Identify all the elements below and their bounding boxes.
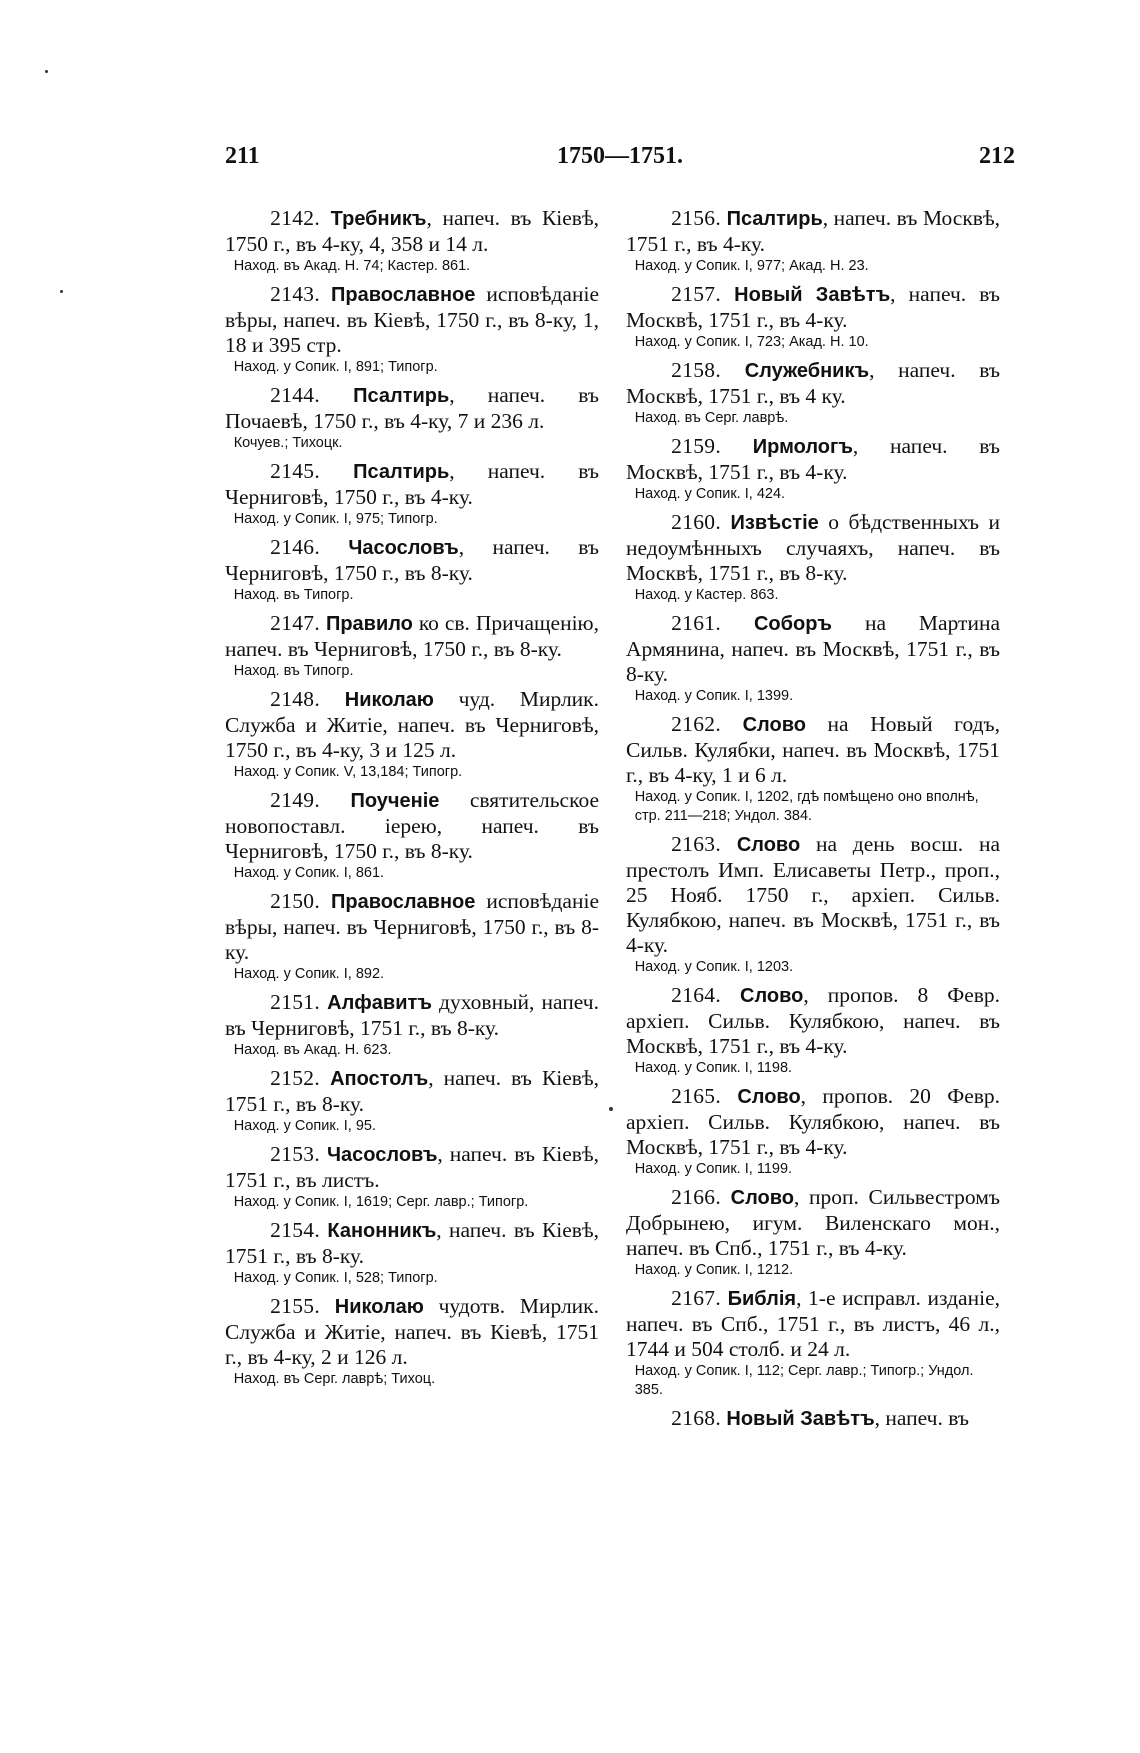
entry-location: Наход. въ Типогр.: [233, 663, 354, 679]
page-header: [225, 143, 1015, 183]
catalog-entry: [626, 1185, 1000, 1280]
entry-number: 2162.: [671, 712, 722, 736]
entry-description: [225, 282, 599, 358]
entry-text: , проп. Сильвестромъ Добрынею, игум. Виленскаго мон., напеч. въ Спб., 1751 г., въ 4-ку.: [626, 1185, 1000, 1260]
entry-location: Наход. у Сопик. I, 1199.: [634, 1161, 793, 1177]
entry-title: Новый Завѣтъ: [726, 1408, 875, 1430]
entry-number: 2167.: [671, 1286, 722, 1310]
entry-location: Наход. у Сопик. I, 975; Типогр.: [233, 511, 438, 527]
entry-location: Наход. въ Типогр.: [233, 587, 354, 603]
entry-text: исповѣданіе вѣры, напеч. въ Кіевѣ, 1750 г., въ 8-ку, 1, 18 и 395 стр.: [225, 282, 599, 357]
entry-description: [626, 712, 1000, 788]
entry-number: 2155.: [270, 1294, 321, 1318]
entry-location: Наход. у Сопик. I, 891; Типогр.: [233, 359, 438, 375]
entry-number: 2154.: [270, 1218, 321, 1242]
entry-title: Библія: [727, 1288, 797, 1310]
entry-title: Православное: [331, 284, 476, 306]
page-number-left: 211: [225, 143, 260, 169]
scan-speck: [60, 290, 63, 293]
entry-location: Наход. въ Акад. Н. 623.: [233, 1042, 392, 1058]
entry-description: [626, 510, 1000, 586]
entry-text: , напеч. въ Москвѣ, 1751 г., въ 4-ку.: [626, 434, 1000, 484]
catalog-entry: [225, 383, 599, 453]
catalog-entry: [225, 1294, 599, 1389]
entry-location: Наход. въ Акад. Н. 74; Кастер. 861.: [233, 258, 471, 274]
entry-text: исповѣданіе вѣры, напеч. въ Черниговѣ, 1750 г., въ 8-ку.: [225, 889, 599, 964]
entry-location: Наход. у Сопик. I, 977; Акад. Н. 23.: [634, 258, 869, 274]
entry-title: Слово: [740, 985, 804, 1007]
entry-description: [225, 788, 599, 864]
catalog-entry: [225, 611, 599, 681]
entry-text: , напеч. въ Москвѣ, 1751 г., въ 4-ку.: [626, 282, 1001, 332]
entry-text: ко св. Причащенію, напеч. въ Черниговѣ, 1750 г., въ 8-ку.: [225, 611, 599, 661]
catalog-entry: [225, 206, 599, 276]
entry-description: [225, 990, 599, 1041]
entry-title: Часословъ: [327, 1144, 438, 1166]
catalog-entry: [626, 712, 1000, 826]
entry-description: [626, 434, 1000, 485]
entry-text: , напеч. въ Кіевѣ, 1751 г., въ листъ.: [225, 1142, 599, 1192]
right-column: [626, 206, 1000, 1438]
entry-title: Псалтирь: [353, 461, 450, 483]
entry-description: [626, 1185, 1000, 1261]
catalog-entry: [626, 1286, 1000, 1400]
entry-text: , напеч. въ Кіевѣ, 1750 г., въ 4-ку, 4, 358 и 14 л.: [225, 206, 599, 256]
entry-text: , напеч. въ: [874, 1406, 969, 1430]
catalog-entry: [626, 206, 1000, 276]
entry-location: Наход. у Сопик. I, 95.: [233, 1118, 376, 1134]
catalog-entry: [626, 434, 1000, 504]
entry-text: на Мартина Армянина, напеч. въ Москвѣ, 1751 г., въ 8-ку.: [626, 611, 1001, 686]
catalog-entry: [626, 983, 1000, 1078]
entry-text: , пропов. 8 Февр. архіеп. Сильв. Кулябкою, напеч. въ Москвѣ, 1751 г., въ 4-ку.: [626, 983, 1001, 1058]
entry-title: Поученіе: [350, 790, 440, 812]
entry-location: Наход. у Сопик. I, 1212.: [634, 1262, 794, 1278]
entry-description: [626, 1286, 1000, 1362]
entry-location: Наход. у Сопик. I, 1203.: [634, 959, 794, 975]
entry-number: 2148.: [270, 687, 321, 711]
entry-description: [225, 611, 599, 662]
entry-location: Наход. у Сопик. I, 112; Серг. лавр.; Типогр.; Ундол. 385.: [634, 1363, 974, 1398]
entry-location: Наход. у Сопик. I, 892.: [233, 966, 385, 982]
entry-description: [225, 889, 599, 965]
entry-title: Требникъ: [330, 208, 427, 230]
entry-location: Наход. у Сопик. I, 1202, гдѣ помѣщено оно вполнѣ, стр. 211—218; Ундол. 384.: [634, 789, 979, 824]
entry-number: 2156.: [671, 206, 722, 230]
catalog-entry: [225, 1066, 599, 1136]
entry-number: 2160.: [671, 510, 722, 534]
catalog-entry: [626, 358, 1000, 428]
entry-text: , 1-е исправл. изданіе, напеч. въ Спб., 1751 г., въ листъ, 46 л., 1744 и 504 столб. и 24 л.: [626, 1286, 1000, 1361]
entry-number: 2145.: [270, 459, 321, 483]
entry-description: [626, 832, 1000, 958]
page-year-range: 1750—1751.: [557, 143, 683, 169]
entry-description: [225, 687, 599, 763]
entry-text: чуд. Мирлик. Служба и Житіе, напеч. въ Черниговѣ, 1750 г., въ 4-ку, 3 и 125 л.: [225, 687, 600, 762]
entry-text: , напеч. въ Почаевѣ, 1750 г., въ 4-ку, 7 и 236 л.: [225, 383, 599, 433]
entry-description: [225, 383, 599, 434]
entry-number: 2166.: [671, 1185, 722, 1209]
entry-location: Наход. у Сопик. I, 528; Типогр.: [233, 1270, 438, 1286]
catalog-entry: [225, 990, 599, 1060]
entry-text: , напеч. въ Москвѣ, 1751 г., въ 4-ку.: [626, 206, 1000, 256]
catalog-entry: [225, 459, 599, 529]
entry-location: Наход. въ Серг. лаврѣ; Тихоц.: [233, 1371, 436, 1387]
entry-description: [626, 358, 1000, 409]
entry-title: Апостолъ: [330, 1068, 429, 1090]
entry-number: 2151.: [270, 990, 321, 1014]
entry-description: [225, 1218, 599, 1269]
catalog-entry: [225, 535, 599, 605]
entry-number: 2144.: [270, 383, 321, 407]
entry-description: [225, 1066, 599, 1117]
entry-text: , напеч. въ Черниговѣ, 1750 г., въ 4-ку.: [225, 459, 599, 509]
entry-text: чудотв. Мирлик. Служба и Житіе, напеч. въ Кіевѣ, 1751 г., въ 4-ку, 2 и 126 л.: [225, 1294, 600, 1369]
entry-number: 2168.: [671, 1406, 722, 1430]
entry-title: Слово: [742, 714, 806, 736]
entry-title: Ирмологъ: [752, 436, 853, 458]
entry-title: Соборъ: [753, 613, 832, 635]
entry-number: 2159.: [671, 434, 722, 458]
entry-text: святительское новопоставл. іерею, напеч. въ Черниговѣ, 1750 г., въ 8-ку.: [225, 788, 599, 863]
entry-location: Наход. въ Серг. лаврѣ.: [634, 410, 789, 426]
catalog-entry: [225, 889, 599, 984]
entry-title: Часословъ: [348, 537, 459, 559]
entry-number: 2143.: [270, 282, 321, 306]
entry-description: [225, 1142, 599, 1193]
entry-number: 2158.: [671, 358, 722, 382]
entry-number: 2147.: [270, 611, 321, 635]
entry-text: на Новый годъ, Сильв. Кулябки, напеч. въ Москвѣ, 1751 г., въ 4-ку, 1 и 6 л.: [626, 712, 1000, 787]
entry-description: [225, 1294, 599, 1370]
entry-number: 2149.: [270, 788, 321, 812]
catalog-entry: [626, 282, 1000, 352]
entry-text: духовный, напеч. въ Черниговѣ, 1751 г., въ 8-ку.: [225, 990, 599, 1040]
entry-number: 2165.: [671, 1084, 722, 1108]
entry-title: Правило: [325, 613, 413, 635]
entry-location: Наход. у Сопик. V, 13,184; Типогр.: [233, 764, 463, 780]
entry-title: Слово: [730, 1187, 794, 1209]
catalog-entry: [626, 611, 1000, 706]
left-column: [225, 206, 599, 1395]
entry-description: [626, 611, 1000, 687]
entry-description: [225, 535, 599, 586]
entry-text: на день восш. на престолъ Имп. Елисаветы Петр., проп., 25 Нояб. 1750 г., архіеп. Сильв. Кулябкою, напеч. въ Москвѣ, 1751 г., въ 4-ку.: [626, 832, 1000, 957]
entry-title: Православное: [331, 891, 476, 913]
entry-title: Новый Завѣтъ: [734, 284, 891, 306]
entry-number: 2142.: [270, 206, 321, 230]
entry-title: Алфавитъ: [327, 992, 432, 1014]
entry-location: Наход. у Сопик. I, 1198.: [634, 1060, 793, 1076]
entry-location: Наход. у Сопик. I, 1399.: [634, 688, 794, 704]
catalog-entry: [225, 788, 599, 883]
catalog-entry: [225, 282, 599, 377]
scan-speck: [609, 1107, 613, 1111]
entry-text: , напеч. въ Москвѣ, 1751 г., въ 4 ку.: [626, 358, 1001, 408]
entry-location: Наход. у Сопик. I, 723; Акад. Н. 10.: [634, 334, 869, 350]
entry-title: Слово: [737, 1086, 801, 1108]
entry-title: Николаю: [334, 1296, 424, 1318]
entry-title: Канонникъ: [327, 1220, 437, 1242]
catalog-entry: [225, 1142, 599, 1212]
entry-text: , пропов. 20 Февр. архіеп. Сильв. Кулябкою, напеч. въ Москвѣ, 1751 г., въ 4-ку.: [626, 1084, 1001, 1159]
page-number-right: 212: [979, 143, 1015, 169]
entry-location: Наход. у Сопик. I, 1619; Серг. лавр.; Типогр.: [233, 1194, 529, 1210]
entry-description: [225, 206, 599, 257]
entry-description: [626, 1406, 1000, 1432]
entry-location: Наход. у Сопик. I, 861.: [233, 865, 385, 881]
entry-number: 2161.: [671, 611, 722, 635]
entry-text: , напеч. въ Кіевѣ, 1751 г., въ 8-ку.: [225, 1218, 599, 1268]
entry-location: Кочуев.; Тихоцк.: [233, 435, 343, 451]
scan-speck: [45, 70, 48, 73]
entry-number: 2150.: [270, 889, 321, 913]
catalog-entry: [225, 1218, 599, 1288]
entry-number: 2152.: [270, 1066, 321, 1090]
entry-number: 2146.: [270, 535, 321, 559]
entry-number: 2153.: [270, 1142, 321, 1166]
catalog-entry: [626, 1406, 1000, 1432]
entry-number: 2164.: [671, 983, 722, 1007]
entry-location: Наход. у Кастер. 863.: [634, 587, 779, 603]
entry-description: [626, 983, 1000, 1059]
entry-text: , напеч. въ Черниговѣ, 1750 г., въ 8-ку.: [225, 535, 599, 585]
entry-title: Псалтирь: [353, 385, 450, 407]
entry-title: Извѣстіе: [730, 512, 819, 534]
entry-number: 2163.: [671, 832, 722, 856]
entry-text: , напеч. въ Кіевѣ, 1751 г., въ 8-ку.: [225, 1066, 600, 1116]
entry-number: 2157.: [671, 282, 722, 306]
entry-description: [225, 459, 599, 510]
entry-text: о бѣдственныхъ и недоумѣнныхъ случаяхъ, напеч. въ Москвѣ, 1751 г., въ 8-ку.: [626, 510, 1001, 585]
entry-title: Псалтирь: [726, 208, 823, 230]
entry-title: Слово: [736, 834, 801, 856]
catalog-entry: [626, 832, 1000, 977]
entry-location: Наход. у Сопик. I, 424.: [634, 486, 786, 502]
entry-title: Служебникъ: [744, 360, 870, 382]
catalog-entry: [225, 687, 599, 782]
catalog-entry: [626, 1084, 1000, 1179]
entry-title: Николаю: [344, 689, 434, 711]
entry-description: [626, 1084, 1000, 1160]
catalog-entry: [626, 510, 1000, 605]
entry-description: [626, 282, 1000, 333]
entry-description: [626, 206, 1000, 257]
